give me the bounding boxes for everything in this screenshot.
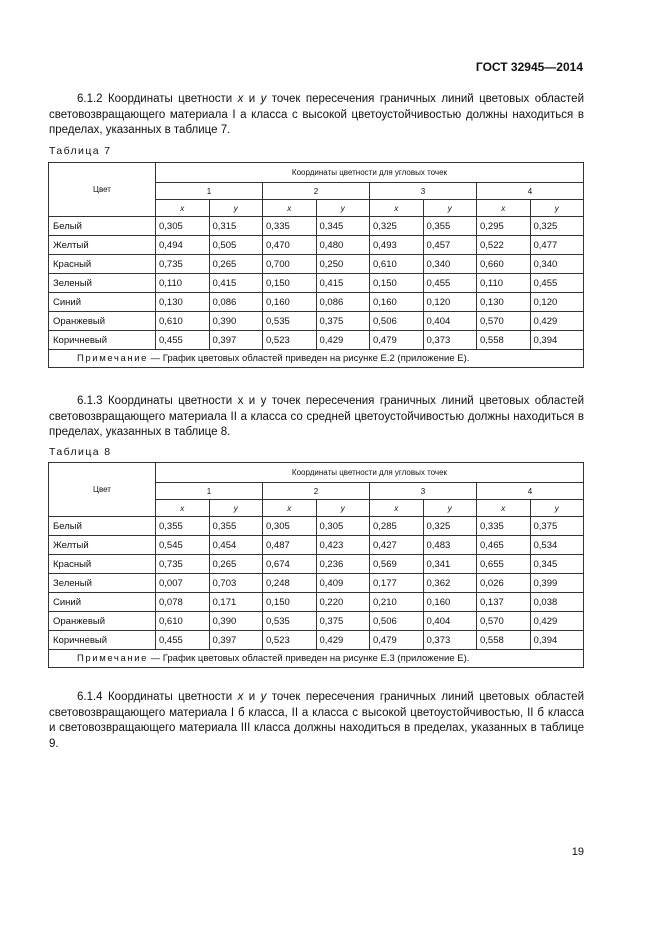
coordinate-cell: 0,026 [477,574,531,593]
coordinate-cell: 0,506 [370,612,424,631]
coordinate-cell: 0,523 [263,631,317,650]
coordinate-cell: 0,558 [477,331,531,350]
coordinate-cell: 0,660 [477,255,531,274]
coordinate-cell: 0,429 [530,312,584,331]
coordinate-cell: 0,569 [370,555,424,574]
coordinate-cell: 0,423 [316,536,370,555]
coordinate-cell: 0,150 [263,593,317,612]
coordinate-cell: 0,340 [423,255,477,274]
coordinate-cell: 0,610 [156,612,210,631]
coordinate-cell: 0,110 [156,274,210,293]
coordinate-cell: 0,150 [263,274,317,293]
coordinate-cell: 0,610 [156,312,210,331]
page-number: 19 [571,846,584,858]
coordinate-cell: 0,455 [530,274,584,293]
table-8-caption: Таблица 8 [49,446,112,458]
paragraph-6-1-4: 6.1.4 Координаты цветности х и у точек пересечения граничных линий цветовых областей световозвращающего материала I б класса, II а класса с высокой цветоустойчивостью, II б класса и световозвращающего материала III класса должны находиться в пределах, указанных в таблице 9. [49,691,584,750]
header-x: х [370,200,424,217]
table-row [49,593,584,612]
header-y: у [423,500,477,517]
coordinate-cell: 0,220 [316,593,370,612]
coordinate-cell: 0,150 [370,274,424,293]
header-x: х [370,500,424,517]
table-note: Примечание — График цветовых областей приведен на рисунке Е.3 (приложение Е). [49,650,584,668]
color-name-cell: Желтый [49,536,156,555]
coordinate-cell: 0,355 [156,517,210,536]
header-point: 4 [477,183,584,200]
coordinate-cell: 0,086 [209,293,263,312]
header-x: х [156,500,210,517]
coordinate-cell: 0,397 [209,331,263,350]
coordinate-cell: 0,483 [423,536,477,555]
header-x: х [263,200,317,217]
table-row [49,293,584,312]
coordinate-cell: 0,375 [316,312,370,331]
coordinate-cell: 0,341 [423,555,477,574]
header-group: Координаты цветности для угловых точек [156,463,584,483]
coordinate-cell: 0,703 [209,574,263,593]
coordinate-cell: 0,655 [477,555,531,574]
coordinate-cell: 0,429 [530,612,584,631]
header-color: Цвет [49,163,156,217]
coordinate-cell: 0,429 [316,631,370,650]
coordinate-cell: 0,494 [156,236,210,255]
color-name-cell: Коричневый [49,631,156,650]
coordinate-cell: 0,409 [316,574,370,593]
coordinate-cell: 0,038 [530,593,584,612]
coordinate-cell: 0,340 [530,255,584,274]
coordinate-cell: 0,086 [316,293,370,312]
table-row [49,574,584,593]
coordinate-cell: 0,335 [477,517,531,536]
coordinate-cell: 0,523 [263,331,317,350]
table-row [49,612,584,631]
coordinate-cell: 0,177 [370,574,424,593]
coordinate-cell: 0,130 [477,293,531,312]
coordinate-cell: 0,373 [423,331,477,350]
paragraph-6-1-2: 6.1.2 Координаты цветности х и у точек пересечения граничных линий цветовых областей световозвращающего материала I а класса с высокой цветоустойчивостью должны находиться в пределах, указанных в таблице 7. [49,93,584,136]
coordinate-cell: 0,248 [263,574,317,593]
coordinate-cell: 0,007 [156,574,210,593]
coordinate-cell: 0,250 [316,255,370,274]
header-y: у [209,200,263,217]
coordinate-cell: 0,415 [316,274,370,293]
coordinate-cell: 0,305 [316,517,370,536]
color-name-cell: Белый [49,517,156,536]
header-y: у [316,200,370,217]
coordinate-cell: 0,362 [423,574,477,593]
table-row [49,331,584,350]
coordinate-cell: 0,457 [423,236,477,255]
header-y: у [316,500,370,517]
header-point: 1 [156,183,263,200]
coordinate-cell: 0,404 [423,312,477,331]
coordinate-cell: 0,522 [477,236,531,255]
standard-code: ГОСТ 32945—2014 [475,60,583,74]
coordinate-cell: 0,570 [477,612,531,631]
coordinate-cell: 0,487 [263,536,317,555]
header-y: у [209,500,263,517]
coordinate-cell: 0,506 [370,312,424,331]
coordinate-cell: 0,305 [263,517,317,536]
table-row [49,236,584,255]
coordinate-cell: 0,674 [263,555,317,574]
coordinate-cell: 0,315 [209,217,263,236]
color-name-cell: Коричневый [49,331,156,350]
table-row [49,555,584,574]
coordinate-cell: 0,345 [316,217,370,236]
header-x: х [477,200,531,217]
color-name-cell: Оранжевый [49,612,156,631]
coordinate-cell: 0,210 [370,593,424,612]
coordinate-cell: 0,558 [477,631,531,650]
header-point: 2 [263,483,370,500]
coordinate-cell: 0,375 [316,612,370,631]
header-y: у [530,500,584,517]
coordinate-cell: 0,735 [156,255,210,274]
coordinate-cell: 0,570 [477,312,531,331]
coordinate-cell: 0,545 [156,536,210,555]
header-point: 2 [263,183,370,200]
coordinate-cell: 0,236 [316,555,370,574]
table-7-caption: Таблица 7 [49,145,112,157]
table-row [49,255,584,274]
coordinate-cell: 0,455 [156,631,210,650]
coordinate-cell: 0,479 [370,331,424,350]
coordinate-cell: 0,120 [423,293,477,312]
coordinate-cell: 0,325 [370,217,424,236]
coordinate-cell: 0,535 [263,612,317,631]
coordinate-cell: 0,078 [156,593,210,612]
coordinate-cell: 0,130 [156,293,210,312]
coordinate-cell: 0,110 [477,274,531,293]
coordinate-cell: 0,465 [477,536,531,555]
coordinate-cell: 0,171 [209,593,263,612]
coordinate-cell: 0,454 [209,536,263,555]
coordinate-cell: 0,373 [423,631,477,650]
coordinate-cell: 0,735 [156,555,210,574]
color-name-cell: Красный [49,555,156,574]
coordinate-cell: 0,455 [423,274,477,293]
table-row [49,517,584,536]
color-name-cell: Оранжевый [49,312,156,331]
table-note: Примечание — График цветовых областей приведен на рисунке Е.2 (приложение Е). [49,350,584,368]
table-row [49,217,584,236]
coordinate-cell: 0,534 [530,536,584,555]
header-color: Цвет [49,463,156,517]
color-name-cell: Красный [49,255,156,274]
coordinate-cell: 0,120 [530,293,584,312]
table-7 [48,162,584,368]
table-8 [48,462,584,668]
coordinate-cell: 0,375 [530,517,584,536]
coordinate-cell: 0,265 [209,255,263,274]
coordinate-cell: 0,535 [263,312,317,331]
color-name-cell: Зеленый [49,574,156,593]
coordinate-cell: 0,295 [477,217,531,236]
coordinate-cell: 0,305 [156,217,210,236]
header-point: 1 [156,483,263,500]
coordinate-cell: 0,397 [209,631,263,650]
color-name-cell: Синий [49,293,156,312]
header-y: у [530,200,584,217]
coordinate-cell: 0,399 [530,574,584,593]
coordinate-cell: 0,265 [209,555,263,574]
header-x: х [263,500,317,517]
color-name-cell: Белый [49,217,156,236]
color-name-cell: Желтый [49,236,156,255]
coordinate-cell: 0,429 [316,331,370,350]
table-row [49,631,584,650]
coordinate-cell: 0,355 [209,517,263,536]
coordinate-cell: 0,394 [530,631,584,650]
paragraph-6-1-3: 6.1.3 Координаты цветности х и у точек пересечения граничных линий цветовых областей световозвращающего материала II а класса со средней цветоустойчивостью должны находиться в пределах, указанных в таблице 8. [49,395,584,438]
coordinate-cell: 0,335 [263,217,317,236]
color-name-cell: Зеленый [49,274,156,293]
table-row [49,536,584,555]
coordinate-cell: 0,160 [263,293,317,312]
coordinate-cell: 0,285 [370,517,424,536]
coordinate-cell: 0,325 [530,217,584,236]
coordinate-cell: 0,390 [209,312,263,331]
coordinate-cell: 0,455 [156,331,210,350]
coordinate-cell: 0,470 [263,236,317,255]
coordinate-cell: 0,160 [423,593,477,612]
coordinate-cell: 0,610 [370,255,424,274]
coordinate-cell: 0,427 [370,536,424,555]
coordinate-cell: 0,390 [209,612,263,631]
coordinate-cell: 0,479 [370,631,424,650]
header-point: 4 [477,483,584,500]
header-group: Координаты цветности для угловых точек [156,163,584,183]
coordinate-cell: 0,160 [370,293,424,312]
table-row [49,274,584,293]
coordinate-cell: 0,415 [209,274,263,293]
header-y: у [423,200,477,217]
coordinate-cell: 0,505 [209,236,263,255]
coordinate-cell: 0,325 [423,517,477,536]
coordinate-cell: 0,480 [316,236,370,255]
header-x: х [156,200,210,217]
header-point: 3 [370,183,477,200]
coordinate-cell: 0,394 [530,331,584,350]
coordinate-cell: 0,493 [370,236,424,255]
coordinate-cell: 0,700 [263,255,317,274]
coordinate-cell: 0,477 [530,236,584,255]
table-row [49,312,584,331]
header-point: 3 [370,483,477,500]
coordinate-cell: 0,355 [423,217,477,236]
coordinate-cell: 0,137 [477,593,531,612]
coordinate-cell: 0,345 [530,555,584,574]
coordinate-cell: 0,404 [423,612,477,631]
header-x: х [477,500,531,517]
color-name-cell: Синий [49,593,156,612]
